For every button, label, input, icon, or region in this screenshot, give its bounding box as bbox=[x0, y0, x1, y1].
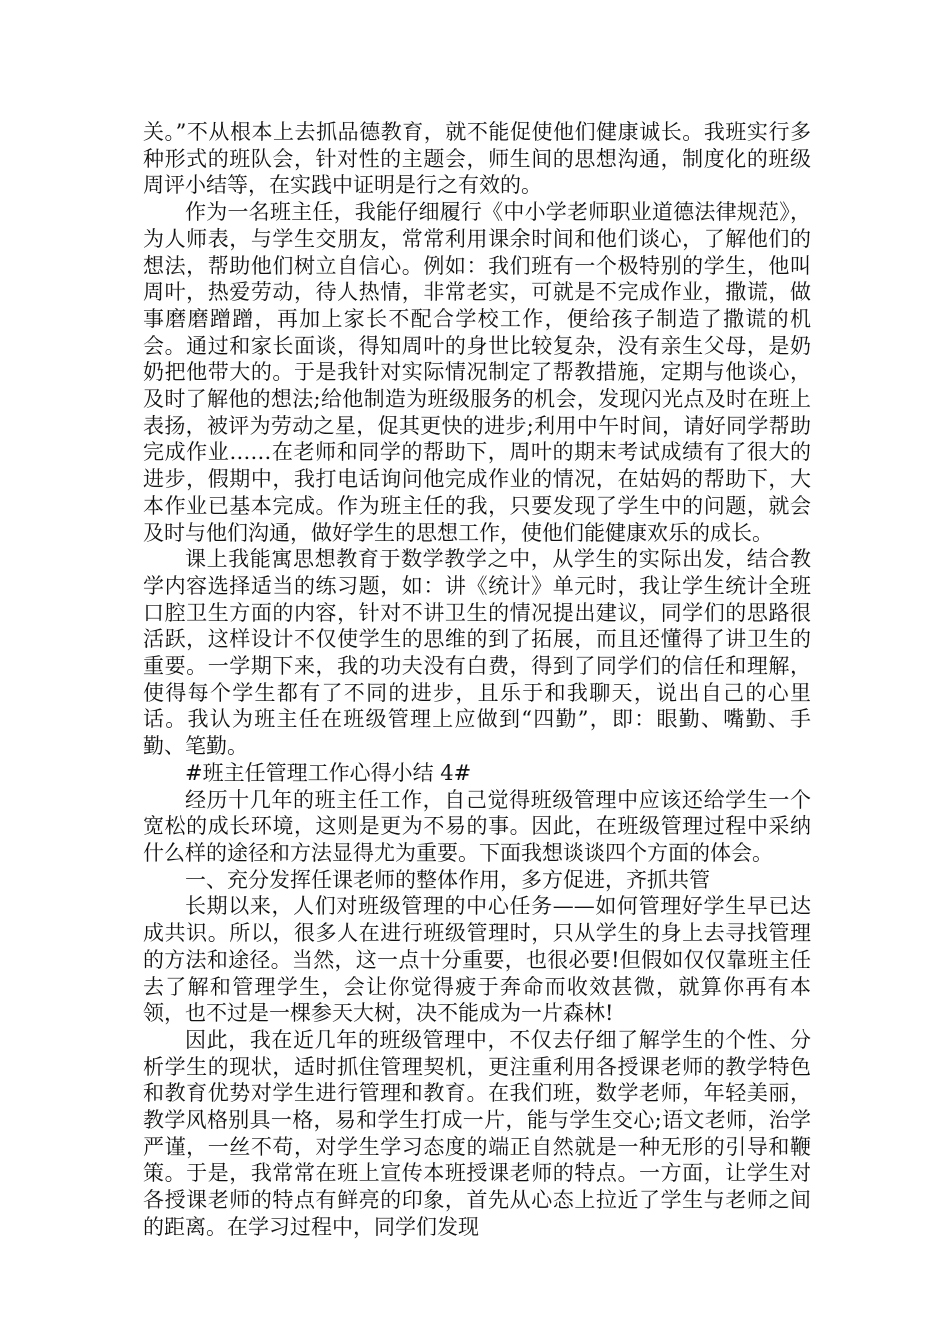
paragraph-experience: 经历十几年的班主任工作，自己觉得班级管理中应该还给学生一个宽松的成长环境，这则是更为不易的事。因此，在班级管理过程中采纳什么样的途径和方法显得尤为重要。下面我想谈谈四个方面的体会。 bbox=[143, 787, 811, 865]
section-heading: #班主任管理工作心得小结 4# bbox=[185, 760, 472, 785]
paragraph-teacher-cooperation: 因此，我在近几年的班级管理中，不仅去仔细了解学生的个性、分析学生的现状，适时抓住管理契机，更注重利用各授课老师的教学特色和教育优势对学生进行管理和教育。在我们班，数学老师，年轻美丽，教学风格别具一格，易和学生打成一片，能与学生交心;语文老师，治学严谨，一丝不苟，对学生学习态度的端正自然就是一种无形的引导和鞭策。于是，我常常在班上宣传本班授课老师的特点。一方面，让学生对各授课老师的特点有鲜亮的印象，首先从心态上拉近了学生与老师之间的距离。在学习过程中，同学们发现 bbox=[143, 1027, 811, 1239]
paragraph-head-teacher-duties: 作为一名班主任，我能仔细履行《中小学老师职业道德法律规范》，为人师表，与学生交朋友，常常利用课余时间和他们谈心，了解他们的想法，帮助他们树立自信心。例如：我们班有一个极特别的学生，他叫周叶，热爱劳动，待人热情，非常老实，可就是不完成作业，撒谎，做事磨磨蹭蹭，再加上家长不配合学校工作，便给孩子制造了撒谎的机会。通过和家长面谈，得知周叶的身世比较复杂，没有亲生父母，是奶奶把他带大的。于是我针对实际情况制定了帮教措施，定期与他谈心，及时了解他的想法;给他制造为班级服务的机会，发现闪光点及时在班上表扬，被评为劳动之星，促其更快的进步;利用中午时间，请好同学帮助完成作业……在老师和同学的帮助下，周叶的期末考试成绩有了很大的进步，假期中，我打电话询问他完成作业的情况，在姑妈的帮助下，大本作业已基本完成。作为班主任的我，只要发现了学生中的问题，就会及时与他们沟通，做好学生的思想工作，使他们能健康欢乐的成长。 bbox=[143, 200, 811, 545]
paragraph-continuation: 关。”不从根本上去抓品德教育，就不能促使他们健康诚长。我班实行多种形式的班队会，针对性的主题会，师生间的思想沟通，制度化的班级周评小结等，在实践中证明是行之有效的。 bbox=[143, 120, 811, 198]
paragraph-class-management: 长期以来，人们对班级管理的中心任务——如何管理好学生早已达成共识。所以，很多人在进行班级管理时，只从学生的身上去寻找管理的方法和途径。当然，这一点十分重要，也很必要!但假如仅仅靠班主任去了解和管理学生，会让你觉得疲于奔命而收效甚微，就算你再有本领，也不过是一棵参天大树，决不能成为一片森林! bbox=[143, 894, 811, 1026]
paragraph-classroom-education: 课上我能寓思想教育于数学教学之中，从学生的实际出发，结合教学内容选择适当的练习题，如：讲《统计》单元时，我让学生统计全班口腔卫生方面的内容，针对不讲卫生的情况提出建议，同学们的思路很活跃，这样设计不仅使学生的思维的到了拓展，而且还懂得了讲卫生的重要。一学期下来，我的功夫没有白费，得到了同学们的信任和理解，使得每个学生都有了不同的进步，且乐于和我聊天，说出自己的心里话。我认为班主任在班级管理上应做到“四勤”，即：眼勤、嘴勤、手勤、笔勤。 bbox=[143, 547, 811, 759]
document-body bbox=[143, 119, 811, 1241]
subsection-heading: 一、充分发挥任课老师的整体作用，多方促进，齐抓共管 bbox=[185, 867, 710, 892]
